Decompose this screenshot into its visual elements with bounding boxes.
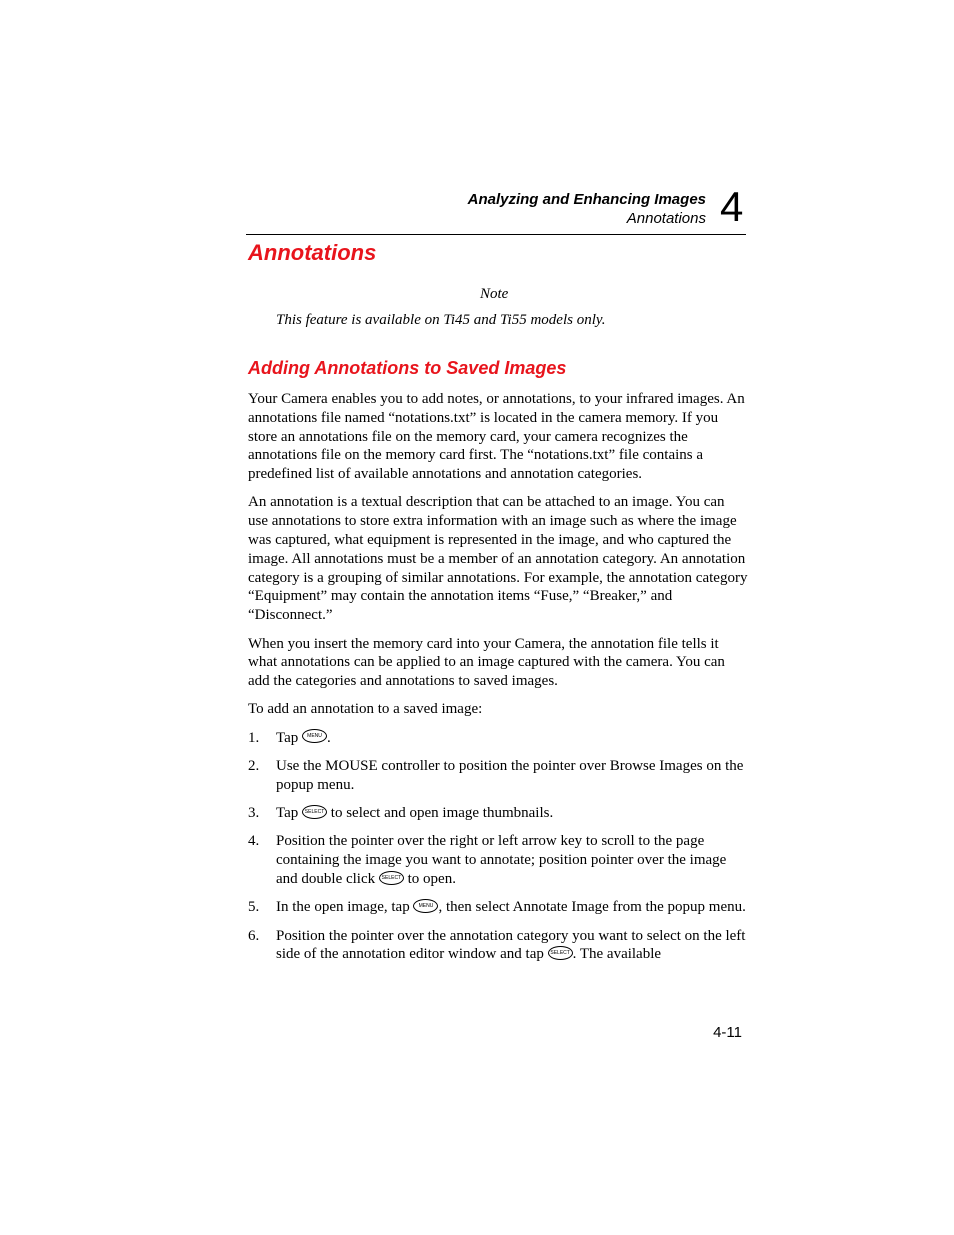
step-text: Position the pointer over the annotation category you want to select on the left side of the annotation editor window and tap xyxy=(276,927,746,963)
step-text: In the open image, tap xyxy=(276,899,410,916)
menu-key-icon: MENU xyxy=(413,899,438,913)
chapter-number: 4 xyxy=(720,183,744,230)
step-text: , then select Annotate Image from the popup menu. xyxy=(438,899,746,916)
step-item xyxy=(248,927,748,965)
step-item xyxy=(248,898,748,917)
procedure-intro: To add an annotation to a saved image: xyxy=(248,701,483,718)
step-text: to open. xyxy=(407,871,456,888)
running-header-title: Analyzing and Enhancing Images xyxy=(467,191,706,208)
step-text: Use the MOUSE controller to position the pointer over Browse Images on the popup menu. xyxy=(276,758,744,793)
note-text: This feature is available on Ti45 and Ti55 models only. xyxy=(276,312,606,328)
body-text xyxy=(248,390,748,974)
step-text: Position the pointer over the right or left arrow key to scroll to the page containing the image you want to annotate; position pointer over the image and double click xyxy=(276,833,727,888)
paragraph: When you insert the memory card into your Camera, the annotation file tells it what annotations can be applied to an image captured with the camera. You can add the categories and annotations to saved images. xyxy=(248,635,725,690)
paragraph: An annotation is a textual description that can be attached to an image. You can use annotations to store extra information with an image such as where the image was captured, what equipment is represented in the image, and who captured the image. All annotations must be a member of an annotation category. An annotation category is a grouping of similar annotations. For example, the annotation category “Equipment” may contain the annotation items “Fuse,” “Breaker,” and “Disconnect.” xyxy=(248,494,748,624)
step-text: Tap xyxy=(276,729,299,746)
step-text: . The available xyxy=(572,946,662,963)
running-header-subtitle: Annotations xyxy=(626,210,706,227)
page-number: 4-11 xyxy=(713,1024,742,1041)
menu-key-icon: MENU xyxy=(302,729,327,743)
step-number: 2. xyxy=(248,758,260,775)
step-text: . xyxy=(327,729,331,746)
step-number: 6. xyxy=(248,927,260,944)
select-key-icon: SELECT xyxy=(379,871,404,885)
procedure-steps xyxy=(248,729,748,964)
step-item xyxy=(248,832,748,888)
subsection-heading: Adding Annotations to Saved Images xyxy=(248,358,567,378)
header-rule xyxy=(246,234,746,235)
step-number: 4. xyxy=(248,833,260,850)
step-text: Tap xyxy=(276,805,299,822)
step-number: 1. xyxy=(248,729,260,746)
note-label: Note xyxy=(480,286,509,302)
step-number: 5. xyxy=(248,899,260,916)
select-key-icon: SELECT xyxy=(548,946,573,960)
step-item xyxy=(248,729,748,748)
select-key-icon: SELECT xyxy=(302,805,327,819)
step-item xyxy=(248,757,748,795)
step-number: 3. xyxy=(248,805,260,822)
section-heading: Annotations xyxy=(248,240,377,265)
paragraph: Your Camera enables you to add notes, or annotations, to your infrared images. An annotations file named “notations.txt” is located in the camera memory. If you store an annotations file on the memory card, your camera recognizes the annotations file on the memory card first. The “notations.txt” file contains a predefined list of available annotations and annotation categories. xyxy=(248,391,745,483)
step-text: to select and open image thumbnails. xyxy=(330,805,554,822)
step-item xyxy=(248,804,748,823)
